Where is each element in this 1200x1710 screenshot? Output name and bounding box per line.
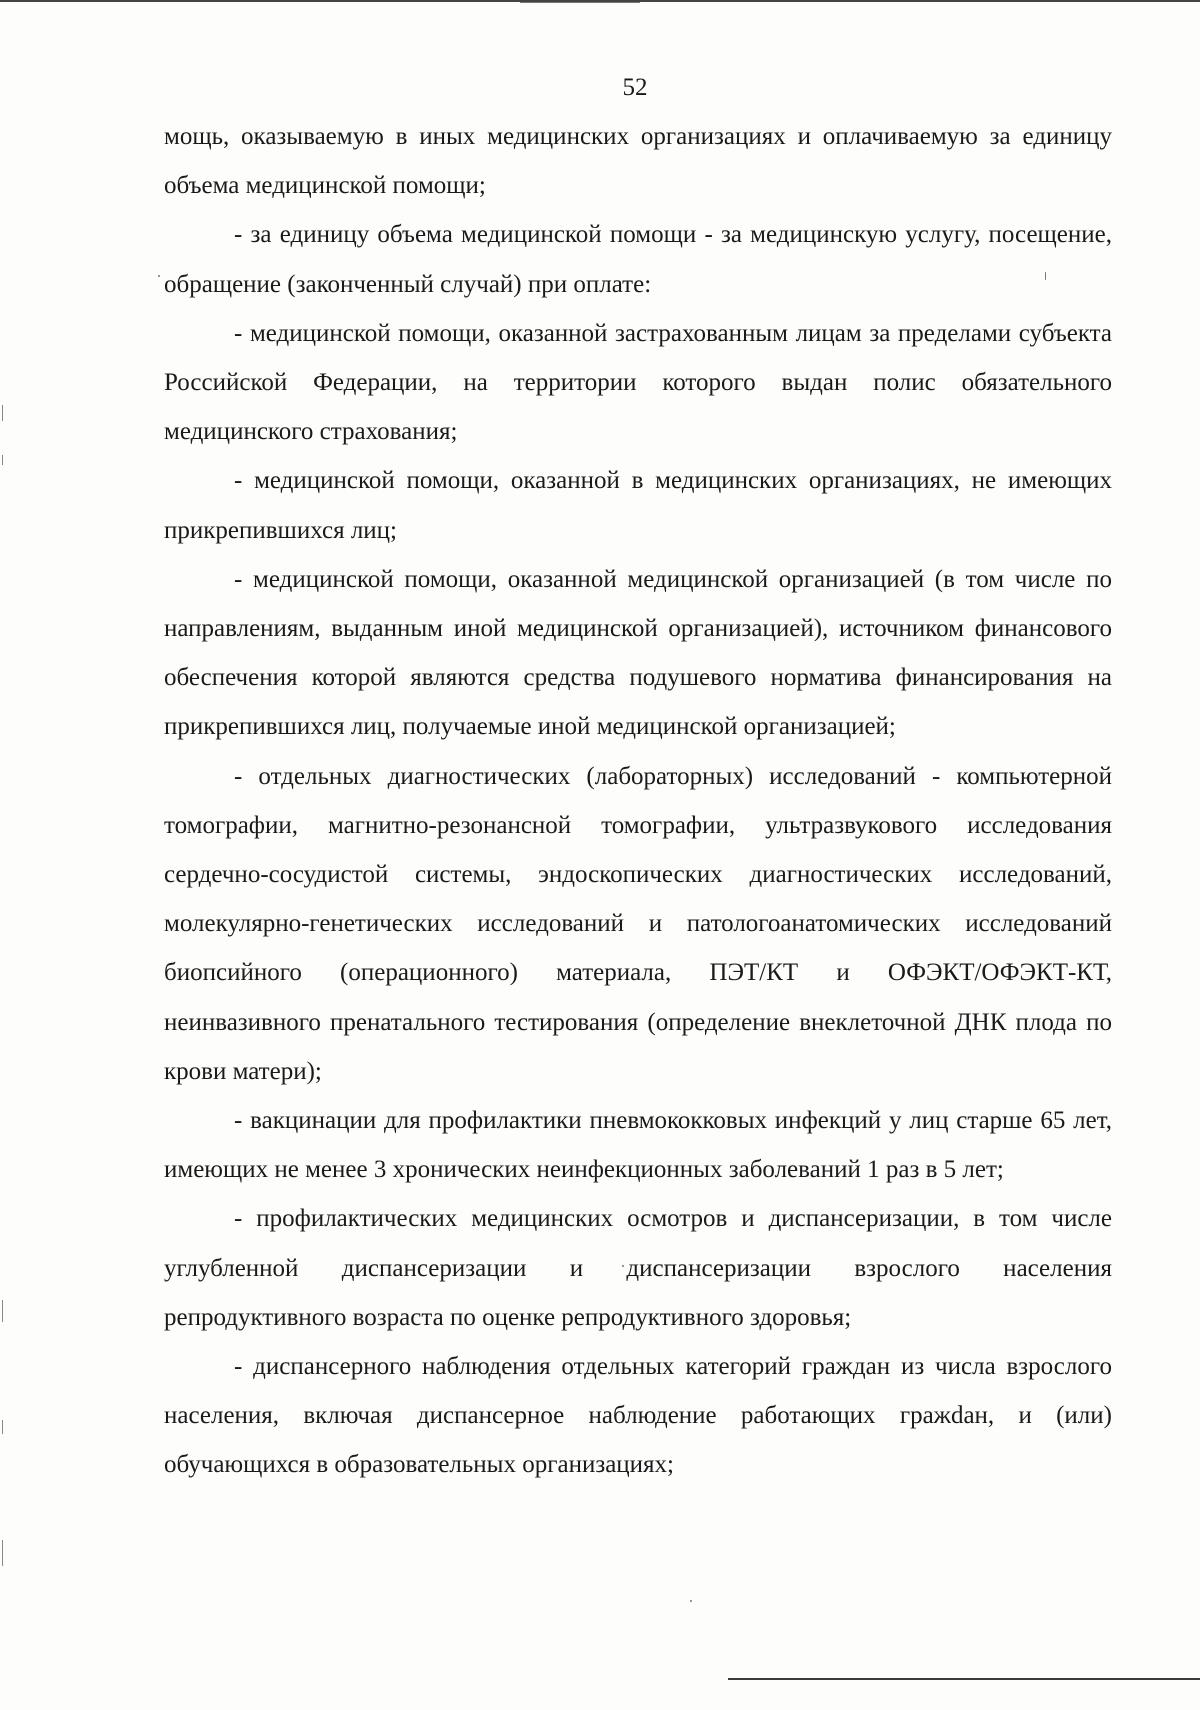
scan-speck	[158, 275, 160, 277]
scan-margin-mark	[2, 405, 3, 421]
scan-margin-mark	[2, 1540, 3, 1566]
page-number: 52	[622, 74, 648, 101]
scan-speck	[690, 1600, 692, 1602]
scan-edge-top-mark	[520, 2, 640, 3]
scan-margin-mark	[2, 1420, 3, 1434]
scan-edge-bottom	[728, 1678, 1200, 1680]
paragraph-continuation: мощь, оказываемую в иных медицинских организациях и оплачиваемую за единицу объема медицинской помощи;	[164, 123, 1112, 200]
document-body	[164, 112, 1112, 1490]
paragraph-dispensary-observation: - диспансерного наблюдения отдельных категорий граждан из числа взрослого населения, включая диспансерное наблюдение работающих гражdан, и (или) обучающихся в образовательных организациях;	[164, 1353, 1112, 1479]
paragraph-diagnostic-studies: - отдельных диагностических (лабораторных) исследований - компьютерной томографии, магнитно-резонансной томографии, ультразвукового исследования сердечно-сосудистой системы, эндоскопических диагностических исследований, молекулярно-генетических исследований и патологоанатомических исследований биопсийного (операционного) материала, ПЭТ/КТ и ОФЭКТ/ОФЭКТ-КТ, неинвазивного пренатального тестирования (определение внеклеточной ДНК плода по крови матери);	[164, 762, 1112, 1085]
paragraph-unit-of-volume: - за единицу объема медицинской помощи - за медицинскую услугу, посещение, обращение (законченный случай) при оплате:	[164, 221, 1112, 298]
paragraph-outside-region: - медицинской помощи, оказанной застрахованным лицам за пределами субъекта Российской Федерации, на территории которого выдан полис обязательного медицинского страхования;	[164, 319, 1112, 446]
scan-margin-mark	[2, 1300, 3, 1322]
scan-margin-mark	[2, 455, 3, 465]
paragraph-preventive-exams: - профилактических медицинских осмотров и диспансеризации, в том числе углубленной диспансеризации и диспансеризации взрослого населения репродуктивного возраста по оценке репродуктивного здоровья;	[164, 1205, 1112, 1331]
paragraph-vaccination: - вакцинации для профилактики пневмококковых инфекций у лиц старше 65 лет, имеющих не менее 3 хронических неинфекционных заболеваний 1 раз в 5 лет;	[164, 1107, 1112, 1184]
paragraph-referrals: - медицинской помощи, оказанной медицинской организацией (в том числе по направлениям, выданным иной медицинской организацией), источником финансового обеспечения которой являются средства подушевого норматива финансирования на прикрепившихся лиц, получаемые иной медицинской организацией;	[164, 565, 1112, 741]
paragraph-no-attached-persons: - медицинской помощи, оказанной в медицинских организациях, не имеющих прикрепившихся лиц;	[164, 467, 1112, 544]
